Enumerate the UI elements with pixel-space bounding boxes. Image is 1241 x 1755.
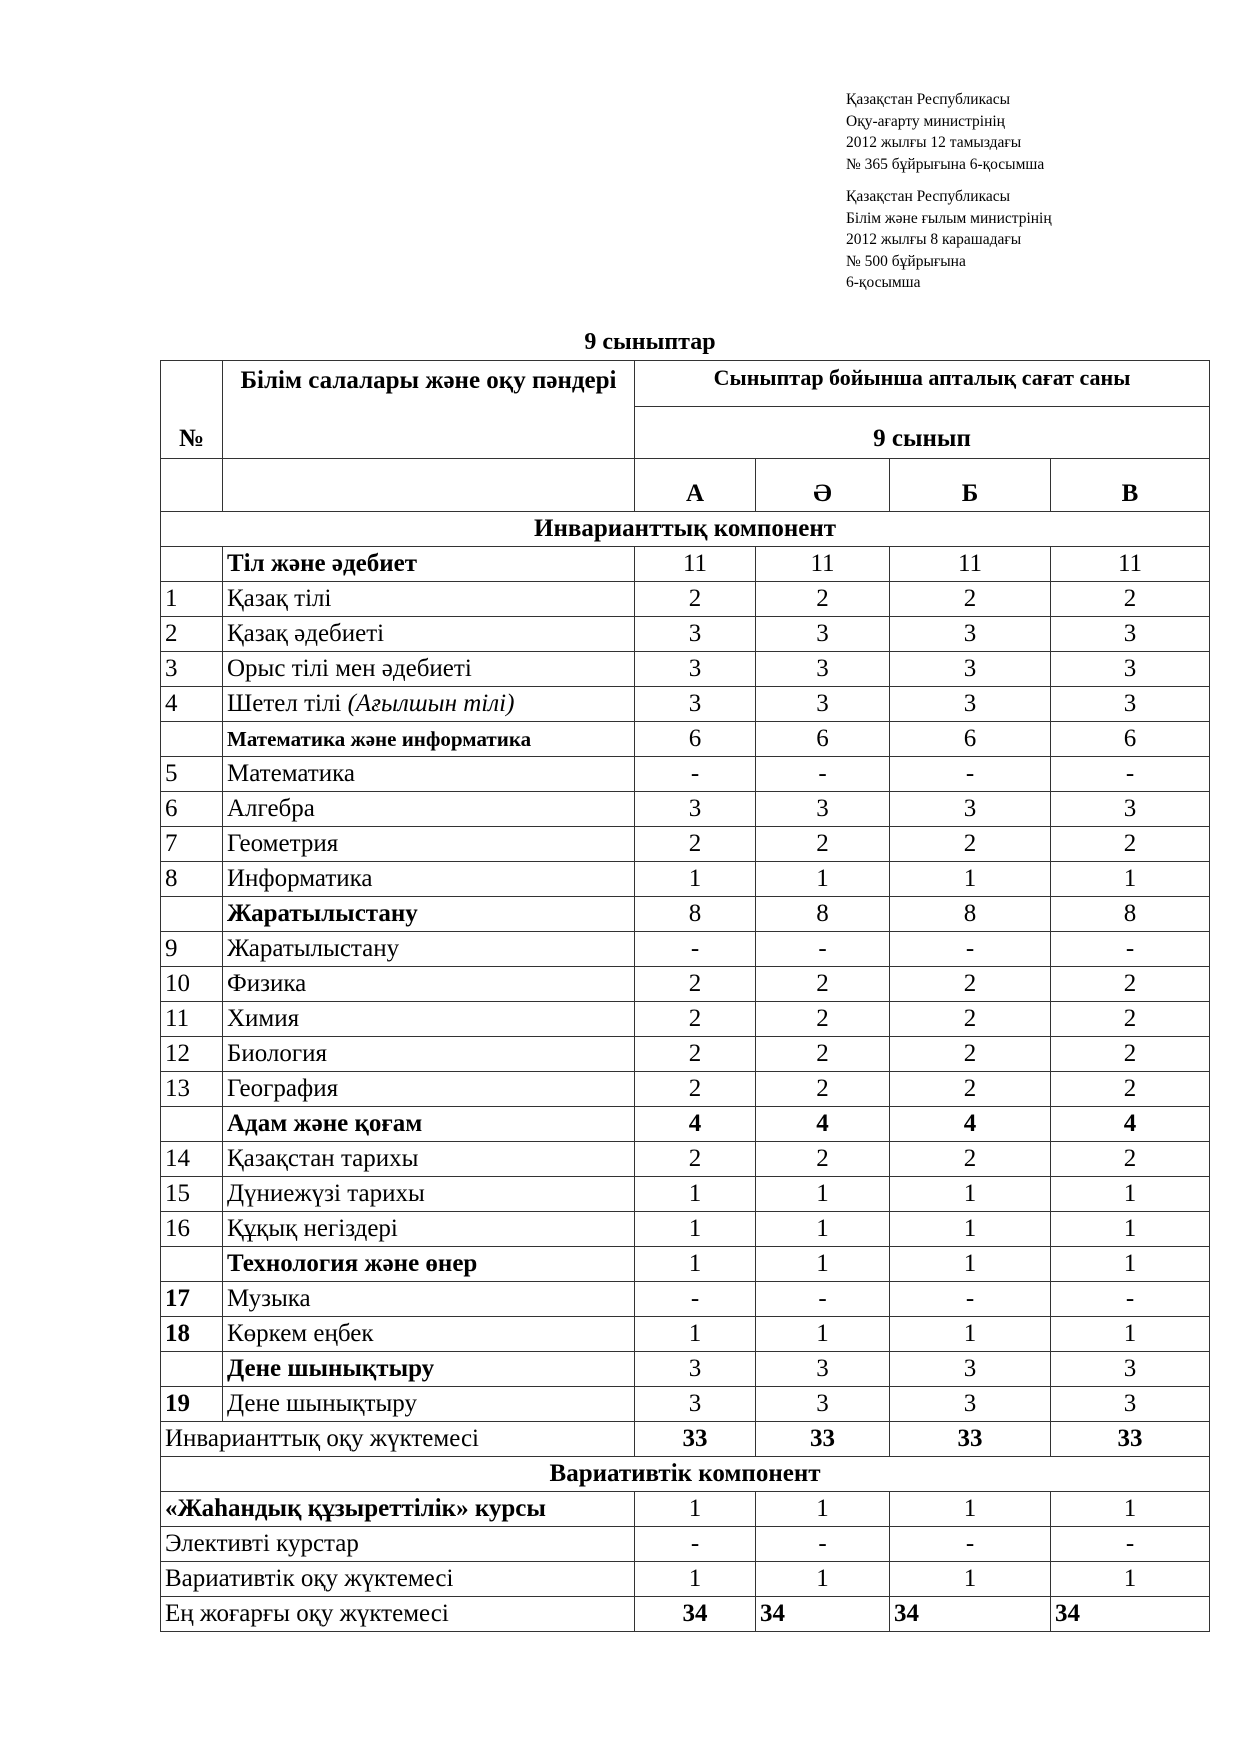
empty-cell [161, 459, 223, 512]
subject-group-row [161, 1247, 1210, 1282]
hours-cell: 2 [635, 1037, 756, 1072]
class-header: Ә [756, 459, 890, 512]
curriculum-table [160, 360, 1210, 1632]
hours-cell: 3 [635, 652, 756, 687]
subject-name [223, 617, 635, 652]
hours-cell: 3 [890, 687, 1051, 722]
hours-cell: 6 [756, 722, 890, 757]
hours-cell: 2 [1051, 827, 1210, 862]
hours-cell: 1 [635, 1212, 756, 1247]
hours-cell: 8 [1051, 897, 1210, 932]
hours-cell: 4 [1051, 1107, 1210, 1142]
subject-row [161, 1282, 1210, 1317]
hours-cell: 3 [1051, 652, 1210, 687]
subject-group-row [161, 897, 1210, 932]
hours-cell: 3 [635, 792, 756, 827]
hours-cell: 8 [635, 897, 756, 932]
curriculum-table-body [161, 361, 1210, 1632]
hours-cell: 2 [635, 1002, 756, 1037]
row-number: 4 [161, 687, 223, 722]
invariant-load-cell: 33 [890, 1422, 1051, 1457]
hours-cell: 1 [756, 1317, 890, 1352]
subject-name-text: Физика [227, 970, 307, 997]
subject-row [161, 617, 1210, 652]
order-note-1-line: Оқу-ағарту министрінің [846, 112, 1005, 130]
order-note-1-line: 2012 жылғы 12 тамыздағы [846, 134, 1022, 151]
hours-cell: 3 [635, 617, 756, 652]
hours-cell: 2 [1051, 1037, 1210, 1072]
subject-row [161, 792, 1210, 827]
hours-cell: 1 [1051, 1212, 1210, 1247]
row-number: 18 [161, 1317, 223, 1352]
hours-cell: 1 [1051, 1317, 1210, 1352]
table-header-row [161, 361, 1210, 407]
subject-group-row [161, 1107, 1210, 1142]
hours-cell: - [756, 1527, 890, 1562]
hours-cell: 2 [756, 1142, 890, 1177]
hours-cell: 6 [890, 722, 1051, 757]
subject-name-text: География [227, 1075, 339, 1102]
max-load-cell: 34 [756, 1597, 890, 1632]
hours-cell: 3 [635, 1352, 756, 1387]
hours-cell: 6 [1051, 722, 1210, 757]
order-note-2-line: № 500 бұйрығына [846, 252, 966, 270]
variative-section-title: Вариативтік компонент [161, 1457, 1210, 1492]
hours-cell: 3 [1051, 792, 1210, 827]
subject-name-text: Көркем еңбек [227, 1320, 374, 1347]
subject-name-text: Қазақ тілі [227, 585, 332, 612]
hours-cell: - [1051, 932, 1210, 967]
subject-name [223, 1282, 635, 1317]
hours-cell: 1 [756, 1177, 890, 1212]
variative-row [161, 1562, 1210, 1597]
hours-cell: 1 [1051, 1177, 1210, 1212]
hours-cell: - [890, 757, 1051, 792]
subject-name [223, 757, 635, 792]
hours-cell: - [890, 1527, 1051, 1562]
page-title: 9 сыныптар [584, 329, 716, 355]
subject-name-text: Жаратылыстану [227, 900, 418, 927]
hours-cell: 2 [756, 1072, 890, 1107]
hours-cell: 3 [756, 652, 890, 687]
hours-cell: 2 [756, 1037, 890, 1072]
hours-cell: 2 [635, 1142, 756, 1177]
subject-name [223, 1107, 635, 1142]
hours-cell: 8 [756, 897, 890, 932]
hours-cell: 1 [635, 1492, 756, 1527]
subject-row [161, 1317, 1210, 1352]
subject-group-row [161, 722, 1210, 757]
hours-cell: 3 [890, 617, 1051, 652]
hours-cell: 1 [890, 1492, 1051, 1527]
invariant-load-cell: 33 [1051, 1422, 1210, 1457]
subject-name-text: Технология және өнер [227, 1250, 478, 1277]
row-number: 16 [161, 1212, 223, 1247]
subject-name [223, 582, 635, 617]
subject-name-text: Химия [227, 1005, 300, 1032]
row-number [161, 1247, 223, 1282]
subject-row [161, 757, 1210, 792]
hours-cell: 3 [890, 652, 1051, 687]
hours-cell: 6 [635, 722, 756, 757]
subject-name-text: Музыка [227, 1285, 311, 1312]
hours-cell: 2 [1051, 1072, 1210, 1107]
hours-cell: - [635, 1282, 756, 1317]
hours-cell: 2 [635, 827, 756, 862]
hours-cell: 3 [635, 1387, 756, 1422]
hours-cell: 4 [635, 1107, 756, 1142]
subject-name-text: Математика [227, 760, 355, 787]
subject-row [161, 932, 1210, 967]
hours-cell: 2 [1051, 582, 1210, 617]
hours-cell: 1 [756, 1492, 890, 1527]
hours-cell: 1 [756, 862, 890, 897]
subject-name-text: Құқық негіздері [227, 1215, 398, 1242]
class-header: В [1051, 459, 1210, 512]
hours-cell: 1 [1051, 1562, 1210, 1597]
row-number: 3 [161, 652, 223, 687]
row-number: 7 [161, 827, 223, 862]
hours-cell: 2 [1051, 1002, 1210, 1037]
hours-cell: 1 [890, 862, 1051, 897]
hours-cell: - [1051, 1527, 1210, 1562]
hours-cell: 11 [756, 547, 890, 582]
hours-cell: 2 [890, 967, 1051, 1002]
hours-cell: 8 [890, 897, 1051, 932]
subject-name [223, 1072, 635, 1107]
subject-row [161, 1142, 1210, 1177]
row-number: 1 [161, 582, 223, 617]
subject-row [161, 1002, 1210, 1037]
max-load-label: Ең жоғарғы оқу жүктемесі [161, 1597, 635, 1632]
row-number: 10 [161, 967, 223, 1002]
grade-header: 9 сынып [635, 407, 1210, 459]
row-number: 5 [161, 757, 223, 792]
hours-cell: 3 [1051, 687, 1210, 722]
hours-cell: 3 [756, 687, 890, 722]
hours-cell: 2 [890, 1037, 1051, 1072]
hours-cell: 4 [890, 1107, 1051, 1142]
row-number: 13 [161, 1072, 223, 1107]
row-number: 12 [161, 1037, 223, 1072]
row-number [161, 1352, 223, 1387]
hours-cell: 2 [635, 967, 756, 1002]
subject-name-text: Орыс тілі мен әдебиеті [227, 655, 472, 682]
hours-cell: 1 [635, 1562, 756, 1597]
row-number [161, 722, 223, 757]
subject-column-header: Білім салалары және оқу пәндері [223, 361, 635, 459]
subject-name [223, 1247, 635, 1282]
class-header: Б [890, 459, 1051, 512]
subject-row [161, 687, 1210, 722]
hours-cell: 1 [635, 1247, 756, 1282]
subject-name [223, 1317, 635, 1352]
hours-cell: - [756, 757, 890, 792]
row-number: 15 [161, 1177, 223, 1212]
hours-cell: 2 [890, 582, 1051, 617]
subject-name-text: Жаратылыстану [227, 935, 400, 962]
row-number: 17 [161, 1282, 223, 1317]
subject-name [223, 652, 635, 687]
subject-name [223, 722, 635, 757]
variative-label: Элективті курстар [161, 1527, 635, 1562]
variative-label: Вариативтік оқу жүктемесі [161, 1562, 635, 1597]
order-note-2-line: 6-қосымша [846, 274, 921, 291]
order-note-1-line: № 365 бұйрығына 6-қосымша [846, 155, 1045, 173]
subject-name [223, 1212, 635, 1247]
hours-cell: 3 [1051, 1387, 1210, 1422]
subject-name-text: Шетел тілі [227, 690, 348, 717]
hours-cell: 4 [756, 1107, 890, 1142]
variative-row [161, 1492, 1210, 1527]
hours-cell: 3 [1051, 617, 1210, 652]
hours-cell: 1 [890, 1177, 1051, 1212]
subject-row [161, 1212, 1210, 1247]
hours-cell: - [635, 932, 756, 967]
subject-row [161, 1072, 1210, 1107]
subject-name-text: Қазақ әдебиеті [227, 620, 385, 647]
subject-name [223, 687, 635, 722]
subject-group-row [161, 547, 1210, 582]
subject-name [223, 897, 635, 932]
subject-note: (Ағылшын тілі) [347, 690, 515, 717]
hours-cell: 3 [756, 792, 890, 827]
hours-cell: 3 [890, 792, 1051, 827]
subject-row [161, 1177, 1210, 1212]
hours-cell: 11 [1051, 547, 1210, 582]
hours-cell: 2 [756, 582, 890, 617]
hours-cell: 2 [756, 1002, 890, 1037]
row-number: 8 [161, 862, 223, 897]
hours-cell: 1 [756, 1247, 890, 1282]
hours-cell: 2 [756, 827, 890, 862]
subject-name-text: Қазақстан тарихы [227, 1145, 419, 1172]
hours-cell: - [890, 932, 1051, 967]
subject-name-text: Дүниежүзі тарихы [227, 1180, 425, 1207]
hours-column-header: Сыныптар бойынша апталық сағат саны [635, 361, 1210, 407]
subject-name-text: Тіл және әдебиет [227, 550, 417, 577]
max-load-cell: 34 [1051, 1597, 1210, 1632]
subject-name-text: Адам және қоғам [227, 1110, 423, 1137]
invariant-load-cell: 33 [756, 1422, 890, 1457]
section-row [161, 512, 1210, 547]
variative-row [161, 1527, 1210, 1562]
hours-cell: 1 [635, 1177, 756, 1212]
order-note-2 [846, 186, 1052, 294]
hours-cell: 2 [1051, 967, 1210, 1002]
hours-cell: 2 [890, 1072, 1051, 1107]
order-note-2-line: Қазақстан Республикасы [846, 188, 1011, 205]
subject-name-text: Математика және информатика [227, 727, 532, 751]
subject-name [223, 967, 635, 1002]
subject-name-text: Алгебра [227, 795, 315, 822]
section-row [161, 1457, 1210, 1492]
subject-row [161, 582, 1210, 617]
hours-cell: 2 [635, 582, 756, 617]
subject-name-text: Информатика [227, 865, 373, 892]
hours-cell: 2 [1051, 1142, 1210, 1177]
hours-cell: - [756, 932, 890, 967]
subject-name [223, 1352, 635, 1387]
subject-row [161, 1387, 1210, 1422]
hours-cell: 1 [890, 1212, 1051, 1247]
class-letters-row [161, 459, 1210, 512]
order-note-2-line: Білім және ғылым министрінің [846, 209, 1052, 227]
hours-cell: 11 [635, 547, 756, 582]
subject-name [223, 1142, 635, 1177]
hours-cell: 11 [890, 547, 1051, 582]
hours-cell: 1 [1051, 1492, 1210, 1527]
hours-cell: 1 [890, 1317, 1051, 1352]
hours-cell: - [635, 1527, 756, 1562]
row-number [161, 897, 223, 932]
hours-cell: 1 [1051, 862, 1210, 897]
subject-row [161, 862, 1210, 897]
hours-cell: 3 [1051, 1352, 1210, 1387]
number-column-header: № [161, 361, 223, 459]
row-number: 6 [161, 792, 223, 827]
subject-name [223, 1037, 635, 1072]
hours-cell: 3 [635, 687, 756, 722]
invariant-load-label: Инварианттық оқу жүктемесі [161, 1422, 635, 1457]
hours-cell: - [635, 757, 756, 792]
row-number: 11 [161, 1002, 223, 1037]
row-number [161, 1107, 223, 1142]
subject-name [223, 1002, 635, 1037]
hours-cell: - [890, 1282, 1051, 1317]
subject-name [223, 1177, 635, 1212]
hours-cell: 3 [890, 1387, 1051, 1422]
row-number [161, 547, 223, 582]
subject-name [223, 792, 635, 827]
hours-cell: 2 [635, 1072, 756, 1107]
variative-label: «Жаһандық құзыреттілік» курсы [161, 1492, 635, 1527]
subject-row [161, 1037, 1210, 1072]
subject-name-text: Дене шынықтыру [227, 1355, 435, 1382]
hours-cell: 1 [635, 862, 756, 897]
invariant-section-title: Инварианттық компонент [161, 512, 1210, 547]
subject-group-row [161, 1352, 1210, 1387]
order-note-2-line: 2012 жылғы 8 карашадағы [846, 231, 1022, 248]
max-load-cell: 34 [635, 1597, 756, 1632]
hours-cell: 3 [756, 1387, 890, 1422]
hours-cell: 2 [890, 827, 1051, 862]
subject-name-text: Геометрия [227, 830, 339, 857]
subject-row [161, 827, 1210, 862]
row-number: 14 [161, 1142, 223, 1177]
max-load-row [161, 1597, 1210, 1632]
empty-cell [223, 459, 635, 512]
subject-name [223, 547, 635, 582]
subject-name [223, 862, 635, 897]
hours-cell: - [1051, 1282, 1210, 1317]
hours-cell: 1 [756, 1212, 890, 1247]
hours-cell: 1 [756, 1562, 890, 1597]
max-load-cell: 34 [890, 1597, 1051, 1632]
hours-cell: 1 [635, 1317, 756, 1352]
subject-name-text: Дене шынықтыру [227, 1390, 417, 1417]
order-note-1-line: Қазақстан Республикасы [846, 91, 1011, 108]
subject-row [161, 652, 1210, 687]
subject-name [223, 827, 635, 862]
subject-name [223, 932, 635, 967]
hours-cell: 3 [756, 617, 890, 652]
row-number: 19 [161, 1387, 223, 1422]
hours-cell: 3 [756, 1352, 890, 1387]
hours-cell: 1 [1051, 1247, 1210, 1282]
row-number: 2 [161, 617, 223, 652]
subject-name-text: Биология [227, 1040, 328, 1067]
hours-cell: 2 [756, 967, 890, 1002]
hours-cell: 2 [890, 1142, 1051, 1177]
order-note-1 [846, 89, 1044, 175]
subject-row [161, 967, 1210, 1002]
row-number: 9 [161, 932, 223, 967]
hours-cell: - [1051, 757, 1210, 792]
subject-name [223, 1387, 635, 1422]
hours-cell: - [756, 1282, 890, 1317]
invariant-load-cell: 33 [635, 1422, 756, 1457]
hours-cell: 1 [890, 1247, 1051, 1282]
hours-cell: 2 [890, 1002, 1051, 1037]
hours-cell: 1 [890, 1562, 1051, 1597]
invariant-load-row [161, 1422, 1210, 1457]
class-header: А [635, 459, 756, 512]
hours-cell: 3 [890, 1352, 1051, 1387]
